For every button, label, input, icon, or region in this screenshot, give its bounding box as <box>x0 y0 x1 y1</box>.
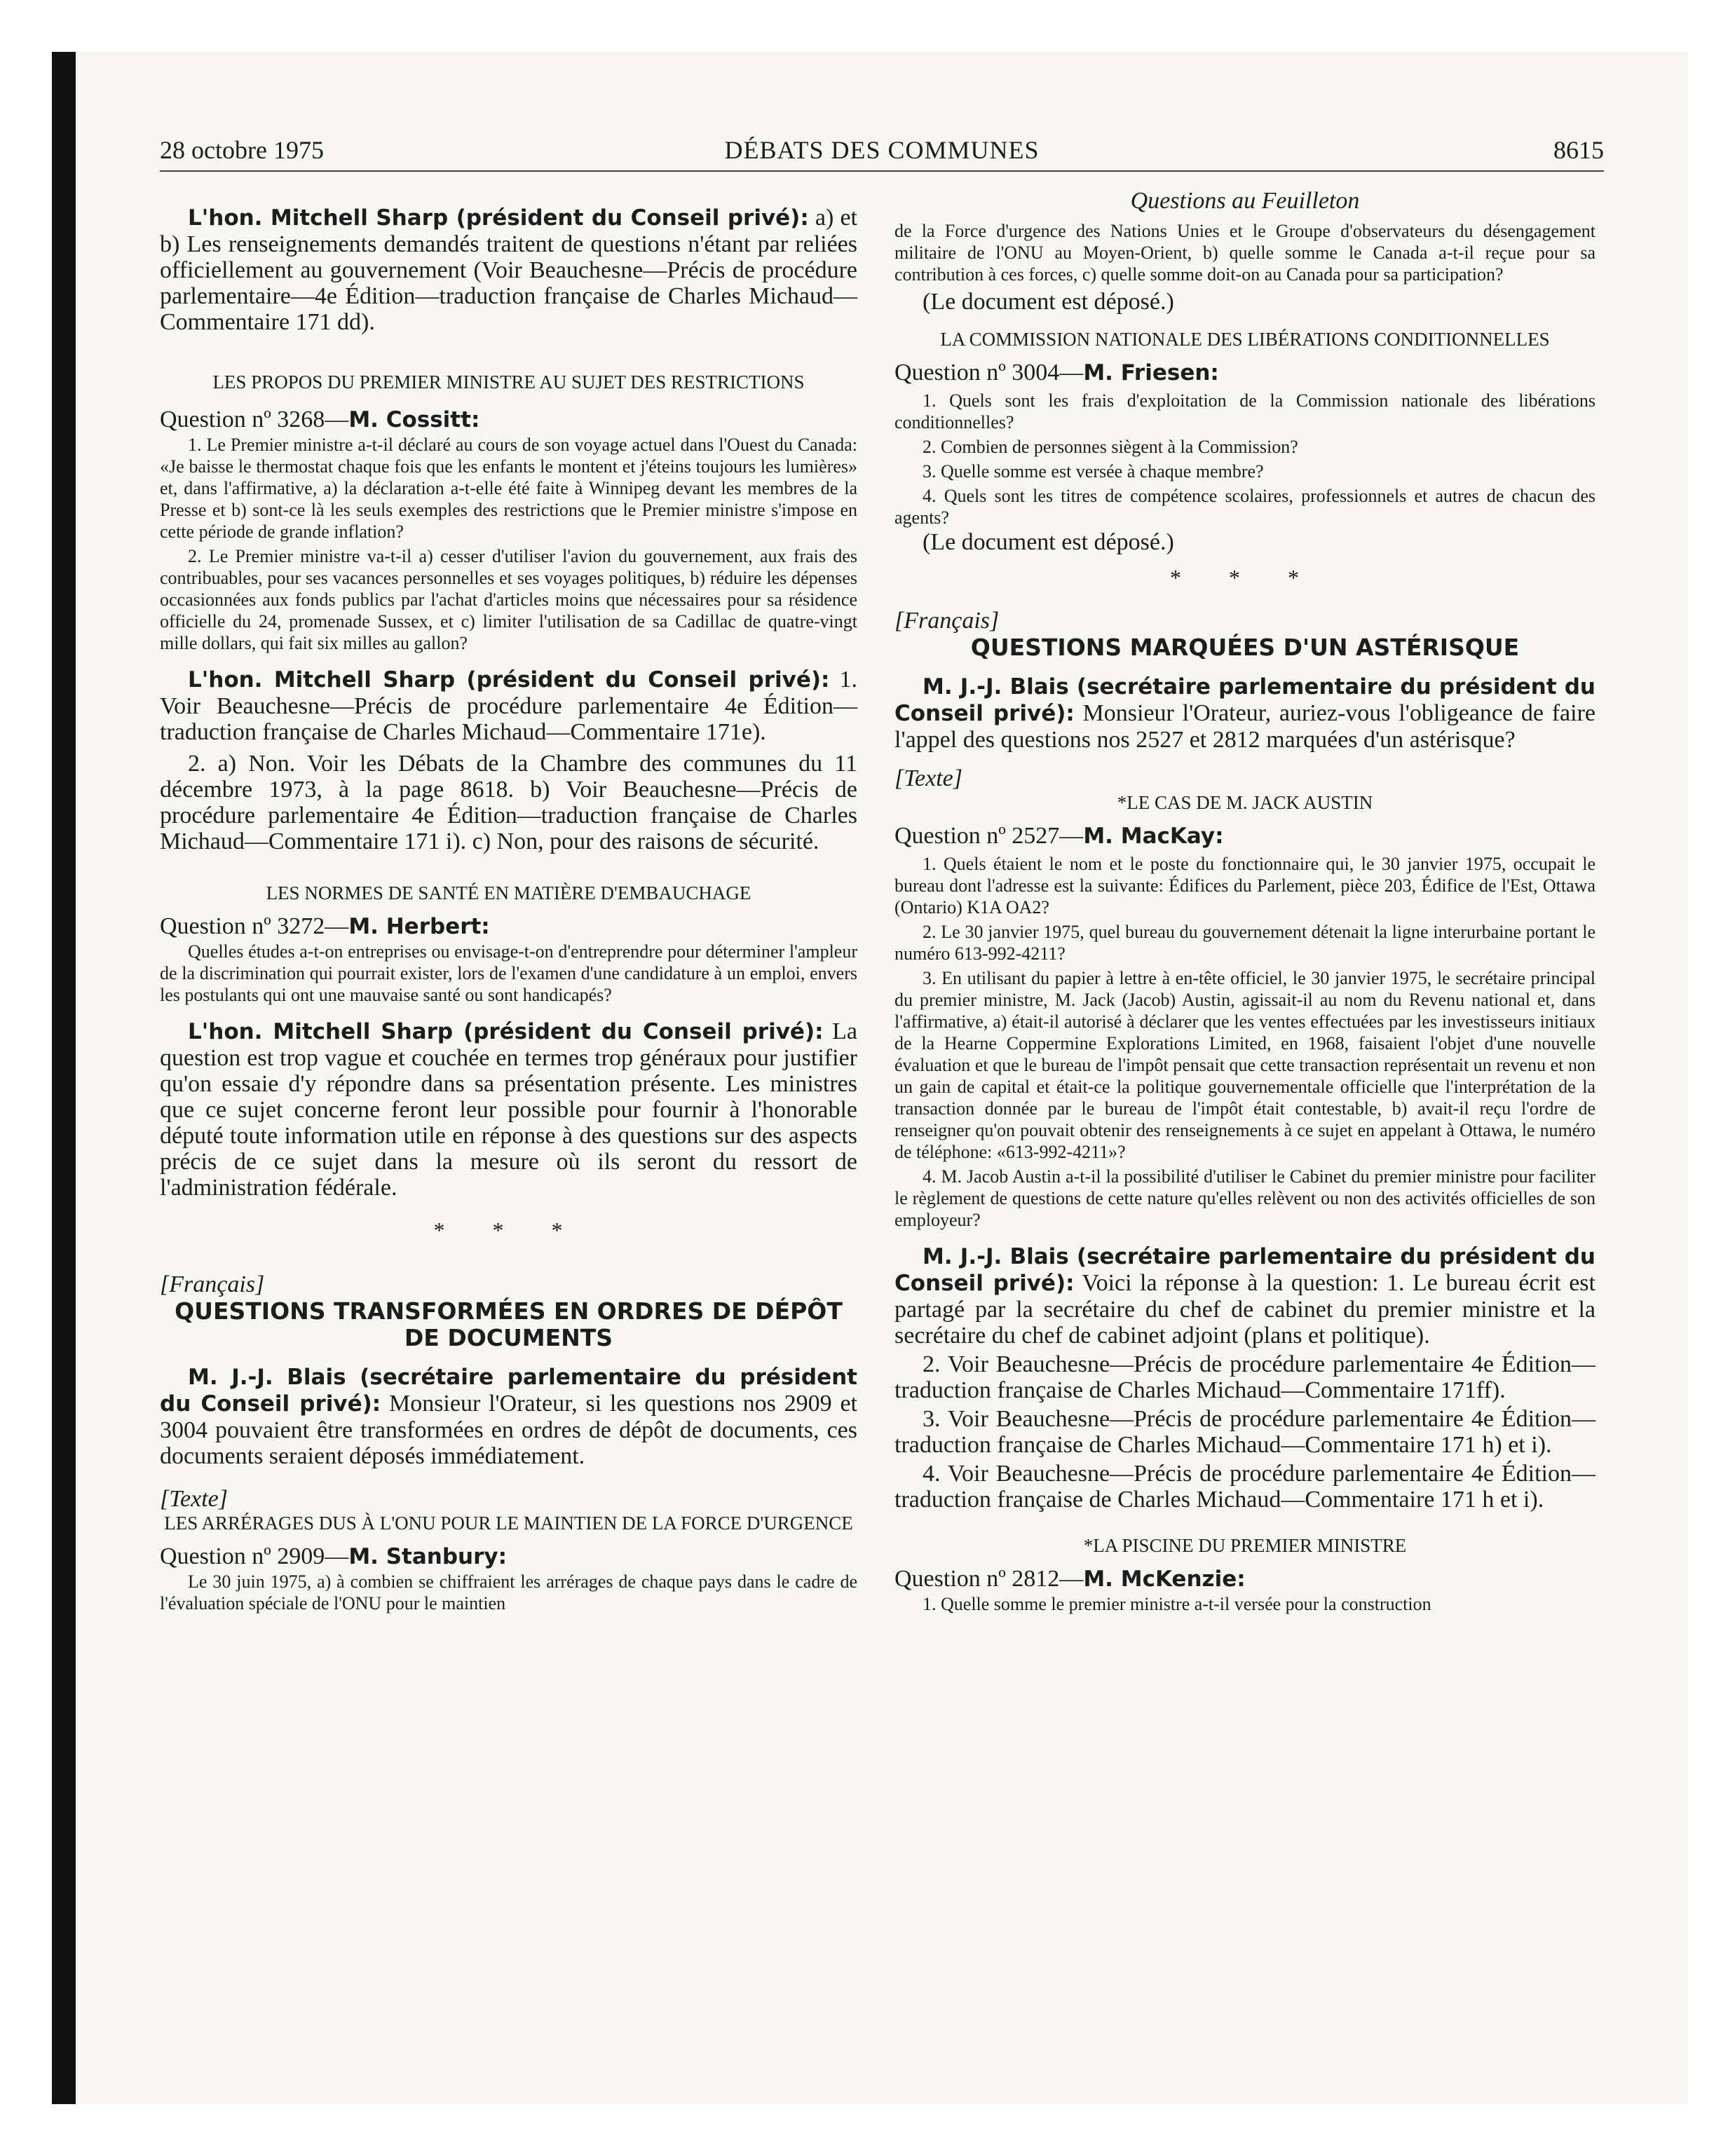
question-line <box>160 1543 857 1571</box>
question-line <box>894 822 1595 850</box>
question-item: 2. Le Premier ministre va-t-il a) cesser d'utiliser l'avion du gouvernement, aux frais des contribuables, pour ses vacances personnelles et ses voyages politiques, b) réduire les dépenses occasionnées aux fonds publics par l'achat d'articles moins que nécessaires pour sa résidence officielle du 24, promenade Sussex, et c) limiter l'utilisation de sa Cadillac de quatre-vingt mille dollars, qui fait six milles au gallon? <box>160 546 857 653</box>
deposit-note: (Le document est déposé.) <box>923 289 1174 315</box>
answer-paragraph <box>160 667 857 745</box>
answer-paragraph: 2. Voir Beauchesne—Précis de procédure parlementaire 4e Édition—traduction française de Charles Michaud—Commentaire 171ff). <box>894 1351 1595 1403</box>
question-item: 2. Combien de personnes siègent à la Commission? <box>923 437 1298 457</box>
question-item: 4. M. Jacob Austin a-t-il la possibilité d'utiliser le Cabinet du premier ministre pour faciliter le règlement de questions de cette nature qu'elles relèvent ou non des activités officielles de son employeur? <box>894 1166 1595 1230</box>
speaker-name: M. J.-J. Blais (secrétaire parlementaire du président du Conseil privé): <box>894 1244 1595 1296</box>
answer-paragraph <box>160 1018 857 1201</box>
question-item: 2. Le 30 janvier 1975, quel bureau du gouvernement détenait la ligne interurbaine portant le numéro 613-992-4211? <box>894 922 1595 964</box>
question-item: de la Force d'urgence des Nations Unies et le Groupe d'observateurs du désengagement militaire de l'ONU au Moyen-Orient, b) quelle somme le Canada a-t-il reçue pour sa contribution à ces forces, c) quelle somme doit-on au Canada pour sa participation? <box>894 221 1595 285</box>
question-member: M. Herbert: <box>348 914 490 939</box>
question-number: Question nº 3268— <box>160 407 349 432</box>
speaker-name: L'hon. Mitchell Sharp (président du Conseil privé): <box>188 1019 824 1044</box>
question-number: Question nº 3004— <box>894 360 1084 386</box>
question-item: Le 30 juin 1975, a) à combien se chiffraient les arrérages de chaque pays dans le cadre de l'évaluation spéciale de l'ONU pour le maintien <box>160 1571 857 1613</box>
answer-paragraph: 2. a) Non. Voir les Débats de la Chambre des communes du 11 décembre 1973, à la page 8618. b) Voir Beauchesne—Précis de procédure parlementaire 4e Édition—traduction française de Charles Michaud—Commentaire 171 i). c) Non, pour des raisons de sécurité. <box>160 751 857 854</box>
answer-text: 1. Voir Beauchesne—Précis de procédure parlementaire 4e Édition—traduction française de Charles Michaud—Commentaire 171e). <box>160 667 857 745</box>
header-date: 28 octobre 1975 <box>160 136 324 164</box>
question-number: Question nº 2812— <box>894 1566 1084 1592</box>
section-heading: QUESTIONS TRANSFORMÉES EN ORDRES DE DÉPÔT DE DOCUMENTS <box>175 1297 843 1351</box>
question-item: 3. En utilisant du papier à lettre à en-tête officiel, le 30 janvier 1975, le secrétaire principal du premier ministre, M. Jack (Jacob) Austin, agissait-il au nom du Revenu national et, dans l'affirmative, a) était-il autorisé à déclarer que les ventes effectuées par les investisseurs initiaux de la Hearne Coppermine Explorations Limited, en 1968, faisaient l'objet d'une nouvelle évaluation et que le bureau de l'impôt pensait que cette transaction représentait un revenu et non un gain de capital et était-ce la politique gouvernementale officielle que l'interprétation de la transaction donnée par le bureau de l'impôt était contestable, b) avait-il reçu l'ordre de renseigner qu'on pouvait obtenir des renseignements à ce sujet en appelant à Ottawa, le numéro de téléphone: «613-992-4211»? <box>894 968 1595 1162</box>
question-item: 1. Le Premier ministre a-t-il déclaré au cours de son voyage actuel dans l'Ouest du Canada: «Je baisse le thermostat chaque fois que les enfants le montent et j'éteins toujours les lumières» et, dans l'affirmative, a) la déclaration a-t-elle été faite à Winnipeg devant les membres de la Presse et b) sont-ce là les seuls exemples des restrictions que le Premier ministre s'impose en cette période de grande inflation? <box>160 435 857 542</box>
section-divider: * * * <box>433 1217 584 1243</box>
speaker-name: M. J.-J. Blais (secrétaire parlementaire du président du Conseil privé): <box>894 674 1595 726</box>
section-title: *LE CAS DE M. JACK AUSTIN <box>1117 792 1373 813</box>
question-line <box>160 913 857 941</box>
language-marker: [Texte] <box>160 1486 228 1512</box>
answer-text: Monsieur l'Orateur, auriez-vous l'obligeance de faire l'appel des questions nos 2527 et 2812 marquées d'un astérisque? <box>894 700 1595 753</box>
section-title: *LA PISCINE DU PREMIER MINISTRE <box>1083 1535 1407 1556</box>
page-header <box>160 135 1604 172</box>
answer-text: a) et b) Les renseignements demandés traitent de questions n'étant par reliées officiellement au gouvernement (Voir Beauchesne—Précis de procédure parlementaire—4e Édition—traduction française de Charles Michaud—Commentaire 171 dd). <box>160 205 857 335</box>
language-marker: [Texte] <box>894 765 962 791</box>
answer-text: Voici la réponse à la question: 1. Le bureau écrit est partagé par la secrétaire du chef de cabinet du premier ministre et la secrétaire du chef de cabinet adjoint (plans et politique). <box>894 1270 1595 1349</box>
section-divider: * * * <box>1170 565 1320 590</box>
question-member: M. Friesen: <box>1083 360 1219 386</box>
section-title: LES NORMES DE SANTÉ EN MATIÈRE D'EMBAUCHAGE <box>266 882 751 903</box>
header-title: DÉBATS DES COMMUNES <box>724 136 1040 164</box>
question-line <box>160 406 857 434</box>
answer-paragraph <box>894 674 1595 753</box>
question-item: 3. Quelle somme est versée à chaque membre? <box>923 461 1264 482</box>
question-item: 4. Quels sont les titres de compétence scolaires, professionnels et autres de chacun des agents? <box>894 486 1595 528</box>
scan-edge <box>52 52 76 2104</box>
answer-paragraph: 3. Voir Beauchesne—Précis de procédure parlementaire 4e Édition—traduction française de Charles Michaud—Commentaire 171 h) et i). <box>894 1406 1595 1458</box>
question-number: Question nº 2527— <box>894 823 1084 849</box>
language-marker: [Français] <box>160 1271 265 1297</box>
answer-paragraph <box>160 205 857 335</box>
question-number: Question nº 2909— <box>160 1543 349 1569</box>
running-head: Questions au Feuilleton <box>1130 188 1360 214</box>
section-title: LES ARRÉRAGES DUS À L'ONU POUR LE MAINTIEN DE LA FORCE D'URGENCE <box>164 1513 853 1534</box>
question-member: M. McKenzie: <box>1083 1567 1246 1592</box>
speaker-name: L'hon. Mitchell Sharp (président du Conseil privé): <box>188 667 830 692</box>
question-line <box>894 359 1595 387</box>
answer-text: Monsieur l'Orateur, si les questions nos 2909 et 3004 pouvaient être transformées en ordres de dépôt de documents, ces documents seraient déposés immédiatement. <box>160 1391 857 1469</box>
answer-text: La question est trop vague et couchée en termes trop généraux pour justifier qu'on essaie d'y répondre dans sa présentation présente. Les ministres que ce sujet concerne feront leur possible pour fournir à l'honorable député toute information utile en réponse à des questions sur des aspects précis de ce sujet dans la mesure où ils seront du ressort de l'administration fédérale. <box>160 1018 857 1201</box>
question-item: 1. Quels étaient le nom et le poste du fonctionnaire qui, le 30 janvier 1975, occupait le bureau dont l'adresse est la suivante: Édifices du Parlement, pièce 203, Édifice de l'Est, Ottawa (Ontario) K1A OA2? <box>894 854 1595 917</box>
speaker-name: M. J.-J. Blais (secrétaire parlementaire du président du Conseil privé): <box>160 1365 857 1417</box>
answer-paragraph <box>160 1364 857 1469</box>
question-member: M. Stanbury: <box>348 1544 508 1569</box>
section-title: LA COMMISSION NATIONALE DES LIBÉRATIONS CONDITIONNELLES <box>940 329 1550 350</box>
section-title: LES PROPOS DU PREMIER MINISTRE AU SUJET DES RESTRICTIONS <box>212 371 805 393</box>
question-member: M. Cossitt: <box>348 407 480 432</box>
deposit-note: (Le document est déposé.) <box>923 529 1174 555</box>
header-page-number: 8615 <box>1553 136 1604 164</box>
question-line <box>894 1565 1595 1593</box>
question-number: Question nº 3272— <box>160 913 349 939</box>
section-heading: QUESTIONS MARQUÉES D'UN ASTÉRISQUE <box>970 634 1520 661</box>
question-member: M. MacKay: <box>1083 824 1224 849</box>
answer-paragraph: 4. Voir Beauchesne—Précis de procédure parlementaire 4e Édition—traduction française de Charles Michaud—Commentaire 171 h et i). <box>894 1461 1595 1513</box>
language-marker: [Français] <box>894 608 1000 634</box>
question-item: Quelles études a-t-on entreprises ou envisage-t-on d'entreprendre pour déterminer l'ampleur de la discrimination qui pourrait exister, lors de l'examen d'une candidature à un emploi, envers les postulants qui ont une mauvaise santé ou sont handicapés? <box>160 941 857 1005</box>
right-column <box>894 188 1595 1615</box>
speaker-name: L'hon. Mitchell Sharp (président du Conseil privé): <box>188 205 809 231</box>
left-column <box>160 188 857 1614</box>
question-item: 1. Quelle somme le premier ministre a-t-il versée pour la construction <box>923 1594 1431 1614</box>
question-item: 1. Quels sont les frais d'exploitation de la Commission nationale des libérations conditionnelles? <box>894 390 1595 432</box>
answer-paragraph <box>894 1243 1595 1349</box>
